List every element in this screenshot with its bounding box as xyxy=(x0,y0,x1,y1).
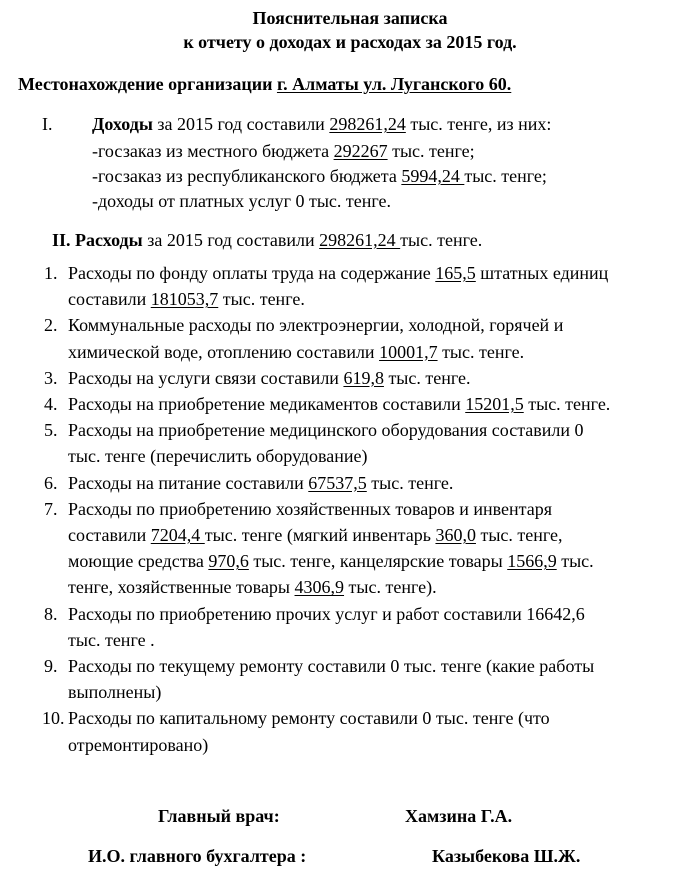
expense-text: выполнены) xyxy=(68,682,162,703)
expenses-text: за 2015 год составили xyxy=(142,230,320,250)
location-label: Местонахождение организации xyxy=(18,74,277,94)
expense-text: тыс. тенге (перечислить оборудование) xyxy=(68,446,368,467)
expense-item-number: 4. xyxy=(44,394,58,414)
expense-item-line xyxy=(68,682,161,703)
expense-text: Расходы на приобретение медицинского оборудования составили 0 xyxy=(68,420,584,441)
expense-text: тыс. тенге). xyxy=(344,577,437,598)
income-item-label: -госзаказ из республиканского бюджета xyxy=(92,166,402,186)
expense-item-line xyxy=(68,394,610,415)
income-heading-line xyxy=(92,114,551,135)
expense-text: составили xyxy=(68,289,151,310)
expense-item-line xyxy=(68,604,585,625)
expense-item-number: 6. xyxy=(44,472,58,493)
signature-role: Главный врач: xyxy=(158,806,280,826)
income-item-label: -доходы от платных услуг 0 тыс. тенге. xyxy=(92,191,392,211)
expense-item-line xyxy=(68,473,453,494)
expense-item-line xyxy=(68,525,563,546)
income-item-unit: тыс. тенге; xyxy=(464,166,547,186)
expense-text: тыс. тенге . xyxy=(68,629,155,650)
income-text-post: тыс. тенге, из них: xyxy=(405,114,552,134)
expense-amount: 1566,9 xyxy=(507,551,557,572)
expense-text: Расходы по фонду оплаты труда на содержание xyxy=(68,263,436,283)
expense-text: тыс. тенге. xyxy=(218,289,305,310)
income-item-value: 292267 xyxy=(333,141,388,161)
document-title: Пояснительная записка xyxy=(252,8,448,28)
expense-amount: 165,5 xyxy=(435,263,476,283)
expense-text: Расходы на услуги связи составили xyxy=(68,367,344,388)
expense-item-line xyxy=(68,342,524,363)
expense-text: моющие средства xyxy=(68,551,209,572)
expense-item-number: 8. xyxy=(44,603,58,624)
expense-item-line xyxy=(68,735,208,756)
signature-name: Хамзина Г.А. xyxy=(405,806,513,826)
expense-item-line xyxy=(68,420,584,441)
expense-item-line xyxy=(68,551,594,572)
expense-text: штатных единиц xyxy=(475,263,609,283)
expense-item-number: 9. xyxy=(44,656,58,676)
expense-amount: 67537,5 xyxy=(308,472,367,493)
expense-item-line xyxy=(68,499,552,520)
signature-name: Казыбекова Ш.Ж. xyxy=(432,846,581,866)
expenses-text-post: тыс. тенге. xyxy=(400,230,483,250)
expense-item-line xyxy=(68,289,305,310)
expense-text: тыс. тенге, канцелярские товары xyxy=(248,551,508,572)
expenses-total: 298261,24 xyxy=(319,230,401,250)
expense-amount: 4306,9 xyxy=(294,577,345,598)
expense-item-line xyxy=(68,656,594,677)
expense-text: Расходы по приобретению прочих услуг и работ составили 16642,6 xyxy=(68,603,585,624)
expense-text: тыс. тенге. xyxy=(437,341,525,362)
expense-amount: 15201,5 xyxy=(465,394,524,414)
expense-item-line xyxy=(68,577,437,598)
expense-item-line xyxy=(68,263,608,284)
expense-amount: 360,0 xyxy=(435,525,476,545)
expense-text: тыс. тенге (мягкий инвентарь xyxy=(204,525,436,545)
expense-amount: 619,8 xyxy=(343,367,384,388)
income-item xyxy=(92,191,391,212)
expense-item-number: 5. xyxy=(44,420,58,441)
expenses-heading-line xyxy=(52,230,482,251)
expense-text: химической воде, отоплению составили xyxy=(68,341,380,362)
income-item-unit: тыс. тенге; xyxy=(387,141,475,161)
expense-amount: 7204,4 xyxy=(150,525,205,545)
expense-text: тенге, хозяйственные товары xyxy=(68,577,295,598)
location-address: г. Алматы ул. Луганского 60. xyxy=(276,74,512,94)
expense-item-number: 2. xyxy=(44,315,58,336)
expense-item-line xyxy=(68,708,550,729)
expense-text: Коммунальные расходы по электроэнергии, холодной, горячей и xyxy=(68,315,564,336)
expense-text: тыс. тенге. xyxy=(366,472,454,493)
expense-text: тыс. тенге. xyxy=(523,394,611,414)
expense-text: отремонтировано) xyxy=(68,734,209,755)
expense-amount: 181053,7 xyxy=(150,289,219,310)
income-heading: Доходы xyxy=(92,114,153,134)
expense-amount: 970,6 xyxy=(208,551,249,572)
expense-item-line xyxy=(68,368,471,389)
income-text: за 2015 год составили xyxy=(152,114,330,134)
expense-text: Расходы по приобретению хозяйственных товаров и инвентаря xyxy=(68,498,552,519)
signature-role: И.О. главного бухгалтера : xyxy=(88,846,307,866)
income-item-label: -госзаказ из местного бюджета xyxy=(92,141,334,161)
expense-item-number: 7. xyxy=(44,498,58,519)
expenses-numeral: II. xyxy=(52,230,71,250)
expense-item-line xyxy=(68,630,155,651)
expense-item-line xyxy=(68,315,563,336)
income-item-value: 5994,24 xyxy=(401,166,465,186)
income-total: 298261,24 xyxy=(329,114,406,134)
income-numeral: I. xyxy=(42,114,53,134)
expense-text: Расходы по текущему ремонту составили 0 тыс. тенге (какие работы xyxy=(68,656,595,676)
document-subtitle: к отчету о доходах и расходах за 2015 год. xyxy=(183,32,517,52)
expense-item-number: 3. xyxy=(44,367,58,388)
expense-text: Расходы на питание составили xyxy=(68,472,309,493)
expenses-heading: Расходы xyxy=(75,230,143,250)
expense-text: тыс. тенге. xyxy=(383,367,471,388)
income-item xyxy=(92,141,475,162)
expense-amount: 10001,7 xyxy=(379,341,438,362)
expense-text: Расходы на приобретение медикаментов составили xyxy=(68,394,466,414)
expense-text: Расходы по капитальному ремонту составили 0 тыс. тенге (что xyxy=(68,708,550,729)
expense-item-line xyxy=(68,446,368,467)
expense-item-number: 10. xyxy=(42,708,65,729)
organization-location xyxy=(18,74,511,95)
expense-text: тыс. тенге, xyxy=(475,525,563,545)
expense-text: тыс. xyxy=(556,551,594,572)
expense-text: составили xyxy=(68,525,151,545)
income-item xyxy=(92,166,547,187)
expense-item-number: 1. xyxy=(44,263,58,283)
